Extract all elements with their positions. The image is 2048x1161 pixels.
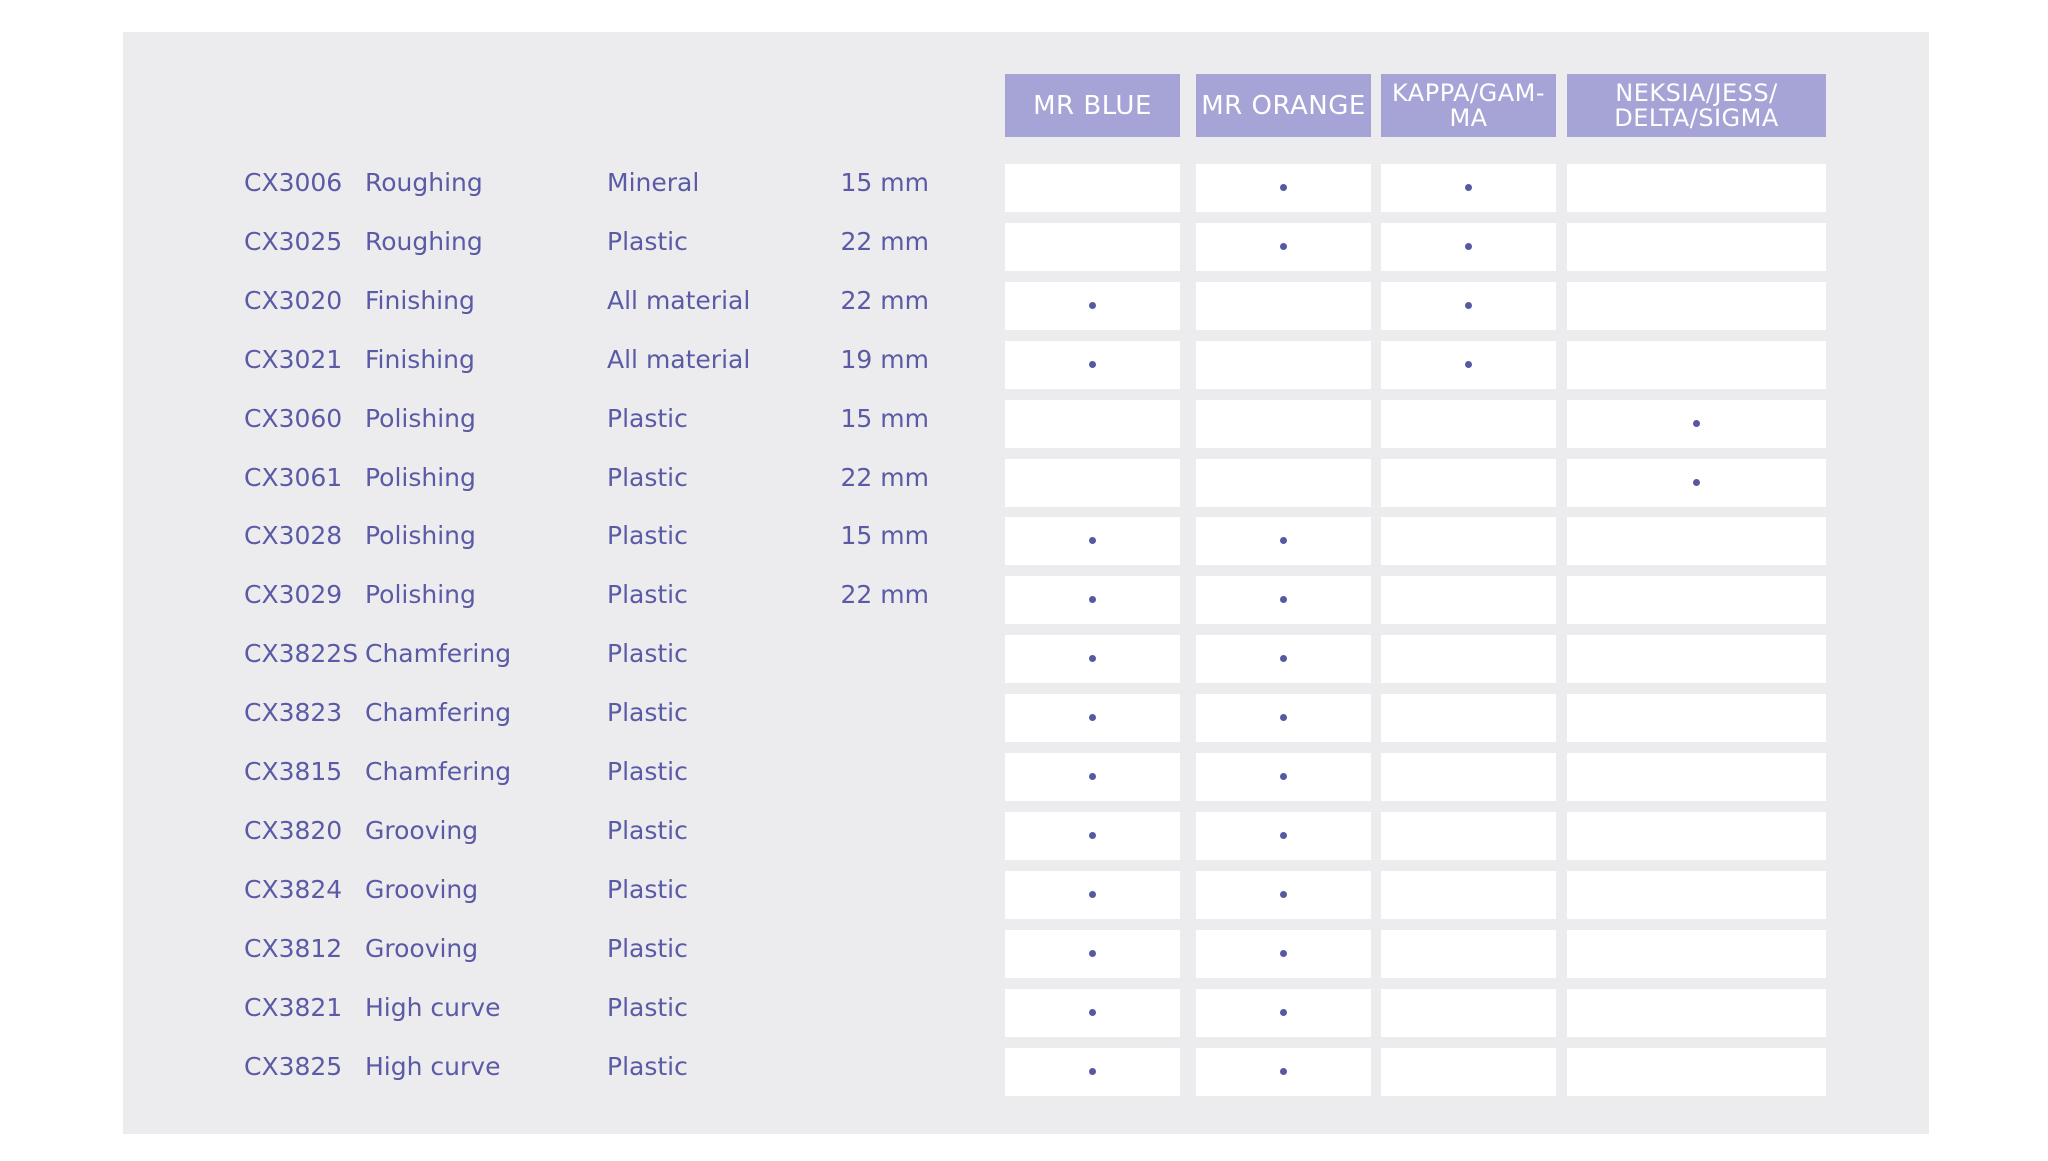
table-cell: [1196, 694, 1371, 742]
row-type: Roughing: [365, 168, 483, 197]
row-size: 15 mm: [840, 521, 929, 551]
table-cell: [1196, 517, 1371, 565]
table-cell: [1381, 1048, 1556, 1096]
table-cell: [1381, 517, 1556, 565]
table-cell: [1196, 989, 1371, 1037]
table-cell: [1567, 871, 1826, 919]
dot-marker: [1089, 1068, 1096, 1075]
row-size: 22 mm: [840, 285, 929, 315]
dot-marker: [1280, 1009, 1287, 1016]
column-header-2: MR ORANGE: [1196, 74, 1371, 137]
row-code: CX3006: [244, 168, 343, 197]
table-cell: [1381, 930, 1556, 978]
table-cell: [1005, 459, 1180, 507]
table-cell: [1567, 282, 1826, 330]
table-cell: [1005, 753, 1180, 801]
row-type: Polishing: [365, 462, 476, 492]
row-material: Plastic: [607, 757, 688, 786]
table-cell: [1196, 930, 1371, 978]
table-cell: [1005, 812, 1180, 860]
table-cell: [1381, 989, 1556, 1037]
row-size: 15 mm: [840, 403, 929, 433]
row-type: Polishing: [365, 521, 476, 551]
row-code: CX3822S: [244, 639, 359, 669]
row-size: 19 mm: [840, 344, 929, 374]
dot-marker: [1089, 714, 1096, 721]
table-cell: [1196, 400, 1371, 448]
row-size: 22 mm: [840, 226, 929, 256]
table-cell: [1196, 459, 1371, 507]
row-type: Chamfering: [365, 639, 512, 669]
dot-marker: [1089, 950, 1096, 957]
dot-marker: [1693, 479, 1700, 486]
table-cell: [1196, 576, 1371, 624]
row-material: Plastic: [607, 226, 688, 256]
dot-marker: [1693, 420, 1700, 427]
table-cell: [1196, 753, 1371, 801]
row-code: CX3821: [244, 992, 343, 1022]
table-cell: [1005, 576, 1180, 624]
row-code: CX3025: [244, 226, 343, 256]
table-cell: [1005, 1048, 1180, 1096]
row-code: CX3820: [244, 815, 343, 845]
row-type: Roughing: [365, 226, 483, 256]
row-type: Grooving: [365, 874, 479, 904]
row-type: Grooving: [365, 815, 479, 845]
table-cell: [1005, 223, 1180, 271]
row-code: CX3061: [244, 462, 343, 492]
table-cell: [1196, 1048, 1371, 1096]
row-material: Plastic: [607, 874, 688, 904]
row-material: Plastic: [607, 1051, 688, 1081]
table-cell: [1567, 753, 1826, 801]
table-cell: [1567, 576, 1826, 624]
table-cell: [1005, 282, 1180, 330]
row-type: Chamfering: [365, 757, 512, 786]
table-cell: [1381, 635, 1556, 683]
table-cell: [1381, 459, 1556, 507]
dot-marker: [1280, 537, 1287, 544]
dot-marker: [1465, 184, 1472, 191]
table-cell: [1381, 282, 1556, 330]
dot-marker: [1089, 773, 1096, 780]
row-size: 22 mm: [840, 580, 929, 610]
row-type: Polishing: [365, 580, 476, 610]
row-material: Plastic: [607, 698, 688, 728]
table-cell: [1005, 164, 1180, 212]
row-type: Grooving: [365, 933, 479, 963]
table-cell: [1567, 1048, 1826, 1096]
table-cell: [1567, 635, 1826, 683]
row-code: CX3824: [244, 874, 343, 904]
dot-marker: [1280, 596, 1287, 603]
table-cell: [1567, 400, 1826, 448]
row-type: Finishing: [365, 285, 475, 315]
row-material: Plastic: [607, 580, 688, 610]
table-cell: [1005, 989, 1180, 1037]
dot-marker: [1280, 1068, 1287, 1075]
row-material: Mineral: [607, 168, 700, 197]
dot-marker: [1089, 302, 1096, 309]
row-type: Polishing: [365, 403, 476, 433]
dot-marker: [1280, 773, 1287, 780]
row-size: 22 mm: [840, 462, 929, 492]
dot-marker: [1089, 891, 1096, 898]
table-cell: [1196, 164, 1371, 212]
table-cell: [1381, 164, 1556, 212]
dot-marker: [1465, 243, 1472, 250]
table-cell: [1381, 871, 1556, 919]
table-cell: [1381, 341, 1556, 389]
table-cell: [1005, 341, 1180, 389]
table-cell: [1567, 989, 1826, 1037]
row-type: High curve: [365, 992, 501, 1022]
table-cell: [1005, 517, 1180, 565]
table-cell: [1005, 694, 1180, 742]
dot-marker: [1280, 243, 1287, 250]
row-code: CX3021: [244, 344, 343, 374]
row-material: Plastic: [607, 933, 688, 963]
table-cell: [1567, 459, 1826, 507]
row-code: CX3812: [244, 933, 343, 963]
row-material: Plastic: [607, 403, 688, 433]
row-type: High curve: [365, 1051, 501, 1081]
row-code: CX3028: [244, 521, 343, 551]
table-cell: [1196, 812, 1371, 860]
table-cell: [1196, 341, 1371, 389]
dot-marker: [1089, 537, 1096, 544]
row-code: CX3029: [244, 580, 343, 610]
table-cell: [1567, 164, 1826, 212]
table-cell: [1567, 223, 1826, 271]
table-cell: [1005, 635, 1180, 683]
row-code: CX3060: [244, 403, 343, 433]
dot-marker: [1089, 655, 1096, 662]
table-cell: [1381, 400, 1556, 448]
dot-marker: [1089, 1009, 1096, 1016]
row-code: CX3020: [244, 285, 343, 315]
dot-marker: [1280, 655, 1287, 662]
table-cell: [1567, 812, 1826, 860]
table-cell: [1005, 930, 1180, 978]
row-material: Plastic: [607, 639, 688, 669]
table-cell: [1381, 812, 1556, 860]
row-material: Plastic: [607, 521, 688, 551]
column-header-4: NEKSIA/JESS/ DELTA/SIGMA: [1567, 74, 1826, 137]
row-material: All material: [607, 344, 751, 374]
table-cell: [1567, 694, 1826, 742]
dot-marker: [1465, 302, 1472, 309]
dot-marker: [1280, 891, 1287, 898]
dot-marker: [1280, 714, 1287, 721]
table-cell: [1567, 930, 1826, 978]
table-cell: [1005, 871, 1180, 919]
table-cell: [1196, 871, 1371, 919]
table-cell: [1381, 223, 1556, 271]
table-cell: [1567, 517, 1826, 565]
dot-marker: [1280, 832, 1287, 839]
row-size: 15 mm: [840, 168, 929, 197]
dot-marker: [1089, 832, 1096, 839]
row-type: Finishing: [365, 344, 475, 374]
column-header-1: MR BLUE: [1005, 74, 1180, 137]
table-cell: [1196, 223, 1371, 271]
dot-marker: [1089, 361, 1096, 368]
row-material: Plastic: [607, 992, 688, 1022]
dot-marker: [1280, 184, 1287, 191]
table-cell: [1381, 753, 1556, 801]
compatibility-table: [123, 32, 1929, 1134]
row-material: Plastic: [607, 462, 688, 492]
column-header-3: KAPPA/GAM- MA: [1381, 74, 1556, 137]
row-material: Plastic: [607, 815, 688, 845]
dot-marker: [1465, 361, 1472, 368]
row-code: CX3825: [244, 1051, 343, 1081]
row-code: CX3815: [244, 757, 343, 786]
table-cell: [1005, 400, 1180, 448]
table-cell: [1567, 341, 1826, 389]
table-cell: [1381, 694, 1556, 742]
row-type: Chamfering: [365, 698, 512, 728]
row-material: All material: [607, 285, 751, 315]
table-cell: [1381, 576, 1556, 624]
table-cell: [1196, 282, 1371, 330]
row-code: CX3823: [244, 698, 343, 728]
dot-marker: [1089, 596, 1096, 603]
table-cell: [1196, 635, 1371, 683]
dot-marker: [1280, 950, 1287, 957]
